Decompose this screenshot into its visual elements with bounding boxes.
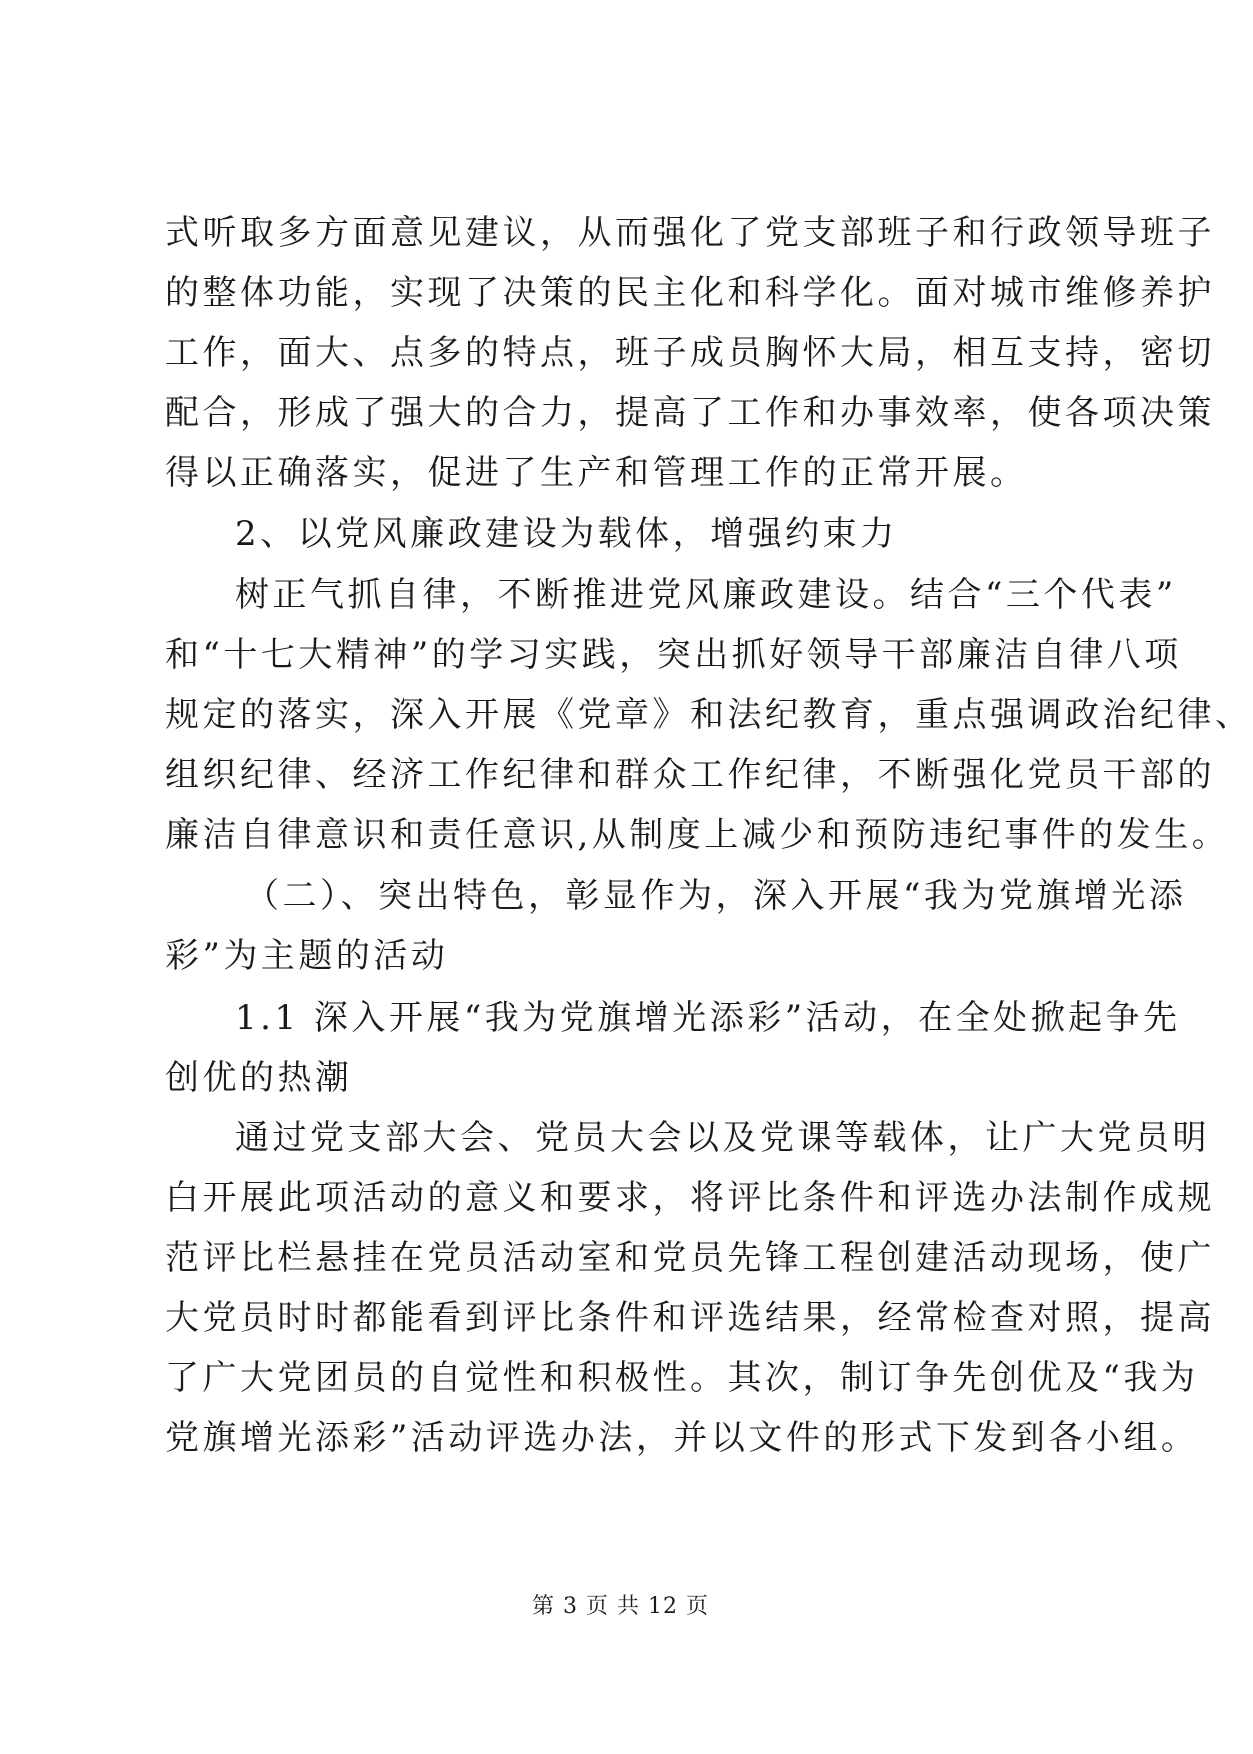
body-text-line: 和“十七大精神”的学习实践，突出抓好领导干部廉洁自律八项 xyxy=(165,635,1182,675)
body-text-line: 规定的落实，深入开展《党章》和法纪教育，重点强调政治纪律、 xyxy=(165,695,1253,735)
body-text-line: 了广大党团员的自觉性和积极性。其次，制订争先创优及“我为 xyxy=(165,1358,1199,1398)
body-text-line: 大党员时时都能看到评比条件和评选结果，经常检查对照，提高 xyxy=(165,1298,1215,1338)
body-text-line: 工作，面大、点多的特点，班子成员胸怀大局，相互支持，密切 xyxy=(165,333,1215,373)
body-text-line: 式听取多方面意见建议，从而强化了党支部班子和行政领导班子 xyxy=(165,213,1215,253)
body-text-line: 党旗增光添彩”活动评选办法，并以文件的形式下发到各小组。 xyxy=(165,1418,1199,1458)
body-text-line: 白开展此项活动的意义和要求，将评比条件和评选办法制作成规 xyxy=(165,1178,1215,1218)
body-text-line: 通过党支部大会、党员大会以及党课等载体，让广大党员明 xyxy=(235,1118,1210,1158)
body-text-line: 的整体功能，实现了决策的民主化和科学化。面对城市维修养护 xyxy=(165,273,1215,313)
body-text-line: 配合，形成了强大的合力，提高了工作和办事效率，使各项决策 xyxy=(165,393,1215,433)
subsection-heading: 创优的热潮 xyxy=(165,1058,353,1098)
body-text-line: 树正气抓自律，不断推进党风廉政建设。结合“三个代表” xyxy=(235,575,1177,615)
body-text-line: 组织纪律、经济工作纪律和群众工作纪律，不断强化党员干部的 xyxy=(165,755,1215,795)
body-text-line: 范评比栏悬挂在党员活动室和党员先锋工程创建活动现场，使广 xyxy=(165,1238,1215,1278)
subsection-heading: 1.1 深入开展“我为党旗增光添彩”活动，在全处掀起争先 xyxy=(235,998,1181,1038)
section-heading: 2、以党风廉政建设为载体，增强约束力 xyxy=(235,514,898,554)
body-text-line: 廉洁自律意识和责任意识,从制度上减少和预防违纪事件的发生。 xyxy=(165,815,1230,855)
body-text-line: 得以正确落实，促进了生产和管理工作的正常开展。 xyxy=(165,453,1028,493)
section-heading: （二）、突出特色，彰显作为，深入开展“我为党旗增光添 xyxy=(245,876,1187,916)
page-number-footer: 第 3 页 共 12 页 xyxy=(532,1594,709,1619)
section-heading: 彩”为主题的活动 xyxy=(165,936,449,976)
